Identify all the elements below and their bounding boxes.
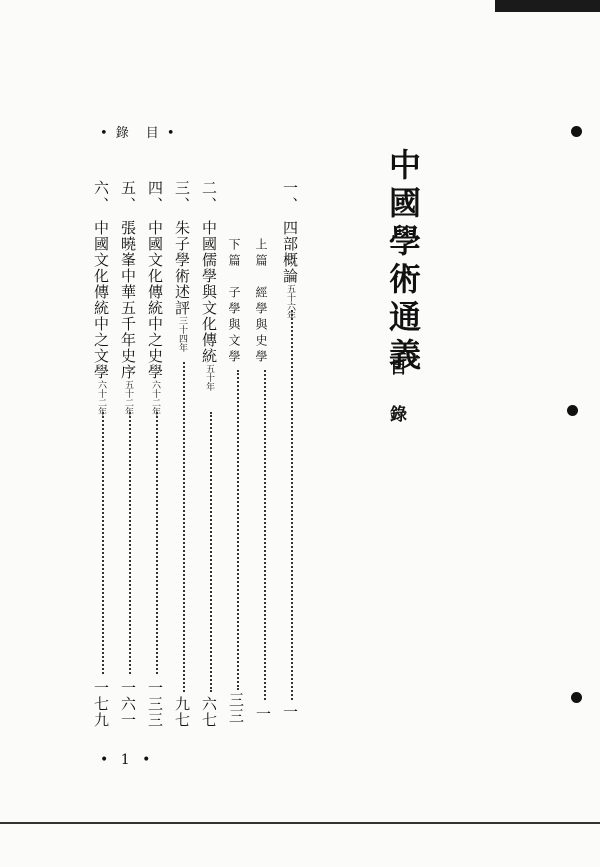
entry-number: 五、 bbox=[119, 180, 137, 214]
entry-number: 二、 bbox=[200, 180, 218, 214]
entry-year: 五十二年 bbox=[123, 380, 133, 416]
entry-title: 中國文化傳統中之文學六十二年 bbox=[92, 220, 110, 416]
table-of-contents-label: 目錄 bbox=[386, 358, 406, 452]
dot-leader bbox=[291, 310, 293, 700]
toc-entry-4 bbox=[145, 180, 169, 740]
dot-leader bbox=[264, 370, 266, 700]
dot-leader bbox=[183, 362, 185, 692]
entry-page: 一三三 bbox=[146, 680, 164, 728]
entry-page: 一 bbox=[254, 706, 272, 722]
scan-bottom-rule bbox=[0, 822, 600, 824]
entry-page: 一七九 bbox=[92, 680, 110, 728]
entry-page: 六七 bbox=[200, 696, 218, 728]
entry-number: 四、 bbox=[146, 180, 164, 214]
toc-entry-6 bbox=[91, 180, 115, 740]
entry-title: 四部概論五十六年 bbox=[281, 220, 299, 320]
dot-leader bbox=[102, 412, 104, 674]
entry-year: 五十六年 bbox=[285, 284, 295, 320]
entry-number: 六、 bbox=[92, 180, 110, 214]
entry-page: 三三 bbox=[227, 692, 245, 724]
dot-leader bbox=[129, 412, 131, 674]
entry-title: 下篇 子學與文學 bbox=[227, 238, 241, 366]
toc-entry-5 bbox=[118, 180, 142, 740]
toc-entry-3 bbox=[172, 180, 196, 740]
entry-title: 上篇 經學與史學 bbox=[254, 238, 268, 366]
binding-hole-top bbox=[571, 126, 582, 137]
running-header: • 錄 目 • bbox=[100, 126, 177, 141]
entry-year: 五十年 bbox=[204, 364, 214, 391]
entry-title: 中國文化傳統中之史學六十二年 bbox=[146, 220, 164, 416]
toc-subentry-2 bbox=[226, 180, 250, 740]
entry-year: 六十二年 bbox=[96, 380, 106, 416]
scan-edge-mark bbox=[495, 0, 600, 12]
entry-page: 九七 bbox=[173, 696, 191, 728]
entry-page: 一 bbox=[281, 704, 299, 720]
entry-number: 一、 bbox=[281, 180, 299, 214]
binding-hole-bottom bbox=[571, 692, 582, 703]
entry-year: 三十四年 bbox=[177, 316, 187, 352]
toc-subentry-1 bbox=[253, 180, 277, 740]
entry-year: 六十二年 bbox=[150, 380, 160, 416]
book-title: 中國學術通義 bbox=[384, 148, 422, 376]
toc-entry-1 bbox=[280, 180, 304, 740]
entry-number: 三、 bbox=[173, 180, 191, 214]
entry-title: 朱子學術述評三十四年 bbox=[173, 220, 191, 352]
entry-title: 中國儒學與文化傳統五十年 bbox=[200, 220, 218, 391]
entry-page: 一六一 bbox=[119, 680, 137, 728]
page-number: • 1 • bbox=[100, 752, 155, 768]
binding-hole-middle bbox=[567, 405, 578, 416]
dot-leader bbox=[237, 370, 239, 690]
dot-leader bbox=[156, 412, 158, 674]
entry-title: 張曉峯中華五千年史序五十二年 bbox=[119, 220, 137, 416]
toc-entry-2 bbox=[199, 180, 223, 740]
dot-leader bbox=[210, 412, 212, 692]
